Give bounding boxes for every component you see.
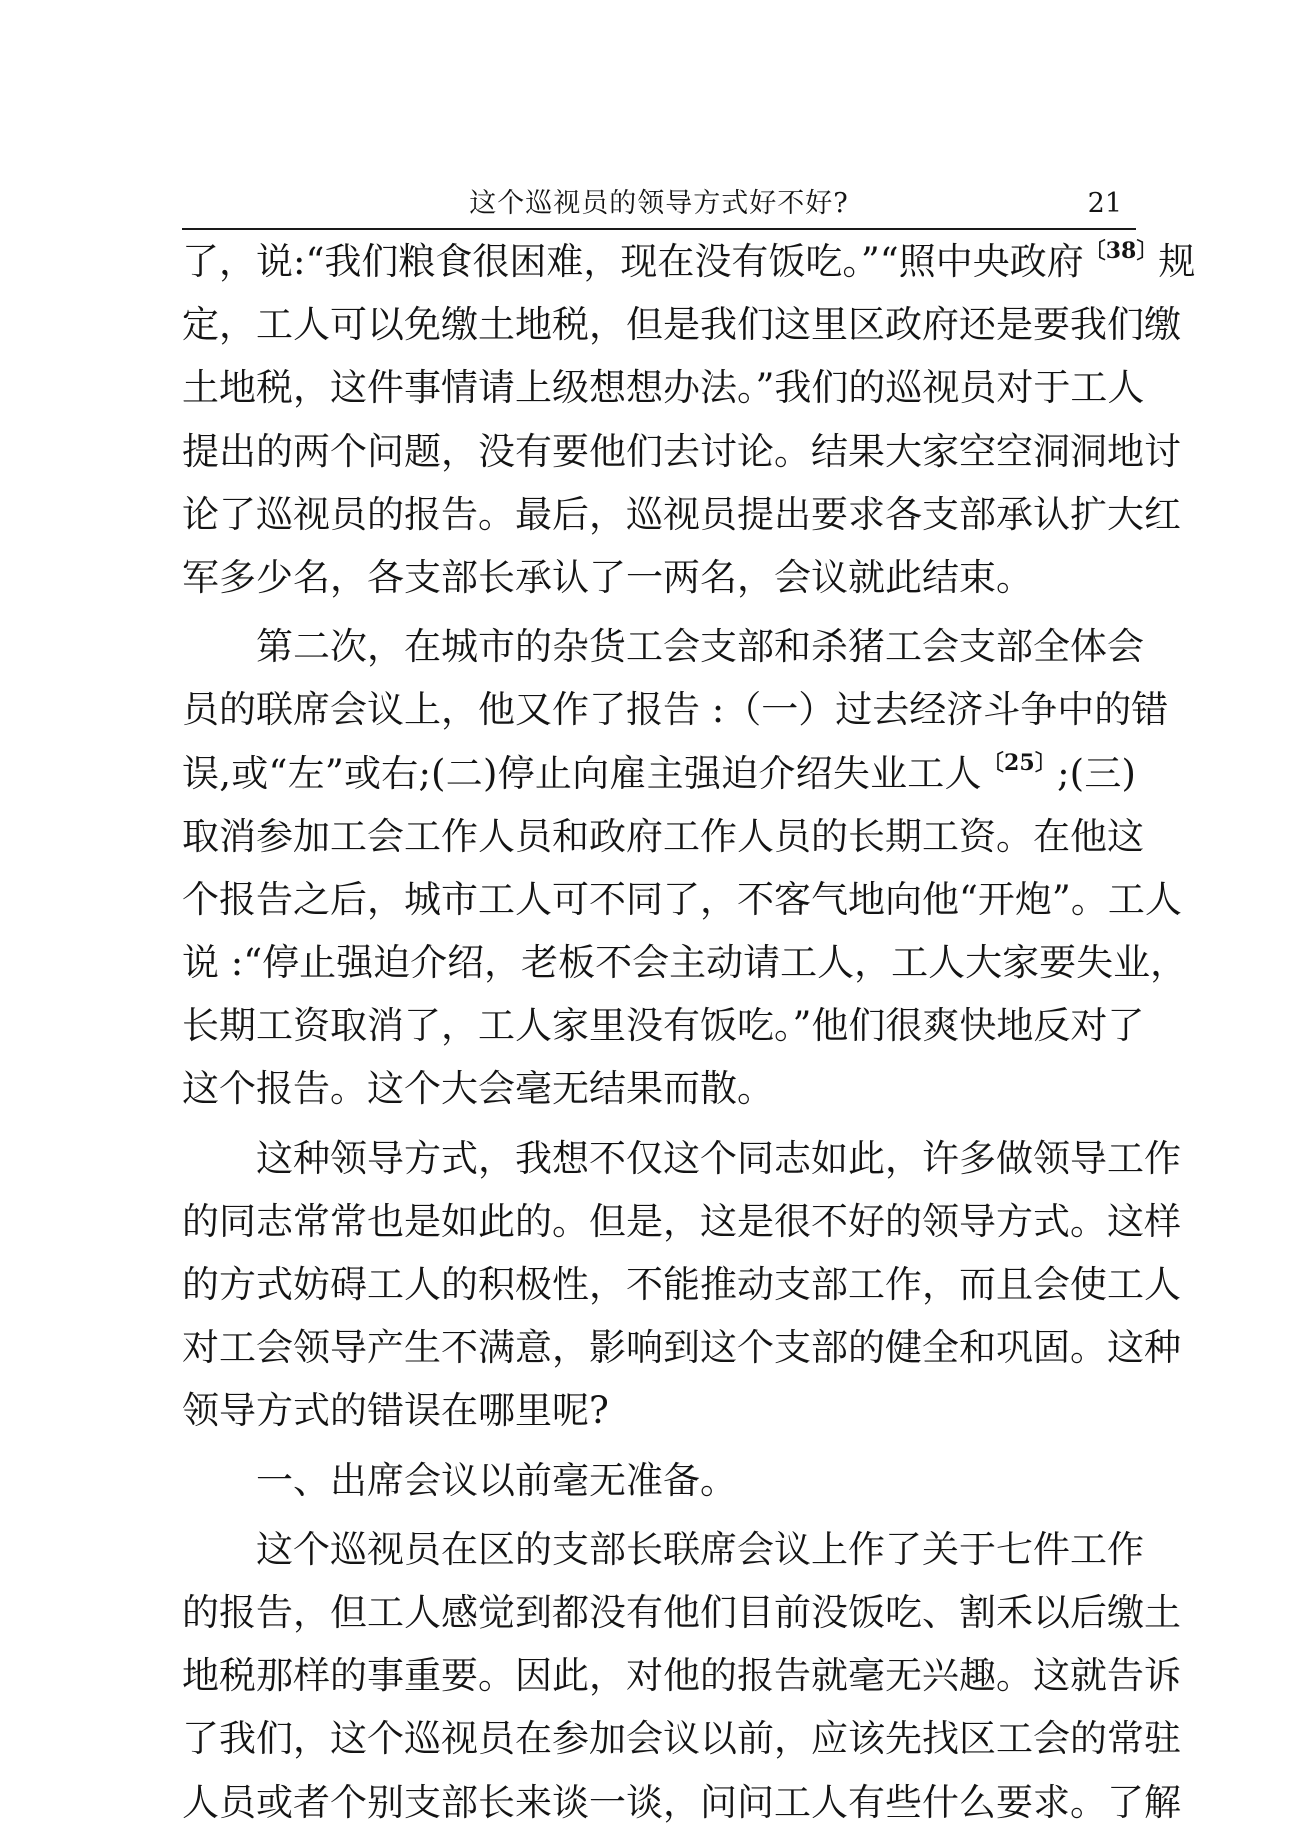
text-line: 的方式妨碍工人的积极性，不能推动支部工作，而且会使工人: [182, 1263, 1181, 1306]
text-line: 定，工人可以免缴土地税，但是我们这里区政府还是要我们缴: [182, 303, 1181, 347]
text-line: 个报告之后，城市工人可不同了，不客气地向他“开炮”。工人: [182, 877, 1182, 921]
text-line: 长期工资取消了，工人家里没有饭吃。”他们很爽快地反对了: [182, 1004, 1145, 1048]
paragraph-first-line: 这个巡视员在区的支部长联席会议上作了关于七件工作: [256, 1527, 1144, 1571]
page-number: 21: [1087, 188, 1122, 219]
text-line: 这个报告。这个大会毫无结果而散。: [182, 1067, 774, 1111]
text-line: 了，说:“我们粮食很困难，现在没有饭吃。”“照中央政府$^{〔38〕}$规: [182, 238, 1196, 283]
text-line: 土地税，这件事情请上级想想办法。”我们的巡视员对于工人: [182, 366, 1145, 410]
text-line: 的同志常常也是如此的。但是，这是很不好的领导方式。这样: [182, 1199, 1181, 1243]
text-line: 论了巡视员的报告。最后，巡视员提出要求各支部承认扩大红: [182, 492, 1181, 536]
section-heading: 一、出席会议以前毫无准备。: [256, 1458, 737, 1502]
text-line: 对工会领导产生不满意，影响到这个支部的健全和巩固。这种: [182, 1326, 1181, 1370]
text-line: 取消参加工会工作人员和政府工作人员的长期工资。在他这: [182, 814, 1144, 858]
text-line: 提出的两个问题，没有要他们去讨论。结果大家空空洞洞地讨: [182, 429, 1181, 473]
text-line: 误,或“左”或右;(二)停止向雇主强迫介绍失业工人$^{〔25〕}$;(三): [182, 749, 1136, 795]
text-line: 人员或者个别支部长来谈一谈，问问工人有些什么要求。了解: [182, 1780, 1181, 1824]
text-line: 军多少名，各支部长承认了一两名，会议就此结束。: [182, 555, 1033, 599]
text-line: 员的联席会议上，他又作了报告 :（一）过去经济斗争中的错: [182, 688, 1169, 732]
text-line: 说 :“停止强迫介绍，老板不会主动请工人，工人大家要失业，: [182, 941, 1188, 985]
text-line: 的报告，但工人感觉到都没有他们目前没饭吃、割禾以后缴土: [182, 1590, 1181, 1634]
footnote-marker: 〔38〕: [1083, 238, 1159, 264]
paragraph-first-line: 这种领导方式，我想不仅这个同志如此，许多做领导工作: [256, 1136, 1181, 1180]
paragraph-first-line: 第二次，在城市的杂货工会支部和杀猪工会支部全体会: [256, 625, 1144, 669]
body-text: [182, 230, 1196, 1834]
footnote-marker: 〔25〕: [981, 749, 1058, 776]
text-line: 领导方式的错误在哪里呢?: [182, 1389, 609, 1433]
running-title: 这个巡视员的领导方式好不好?: [469, 188, 849, 219]
text-line: 地税那样的事重要。因此，对他的报告就毫无兴趣。这就告诉: [182, 1654, 1181, 1698]
text-line: 了我们，这个巡视员在参加会议以前，应该先找区工会的常驻: [182, 1717, 1181, 1761]
running-header: [182, 184, 1136, 230]
